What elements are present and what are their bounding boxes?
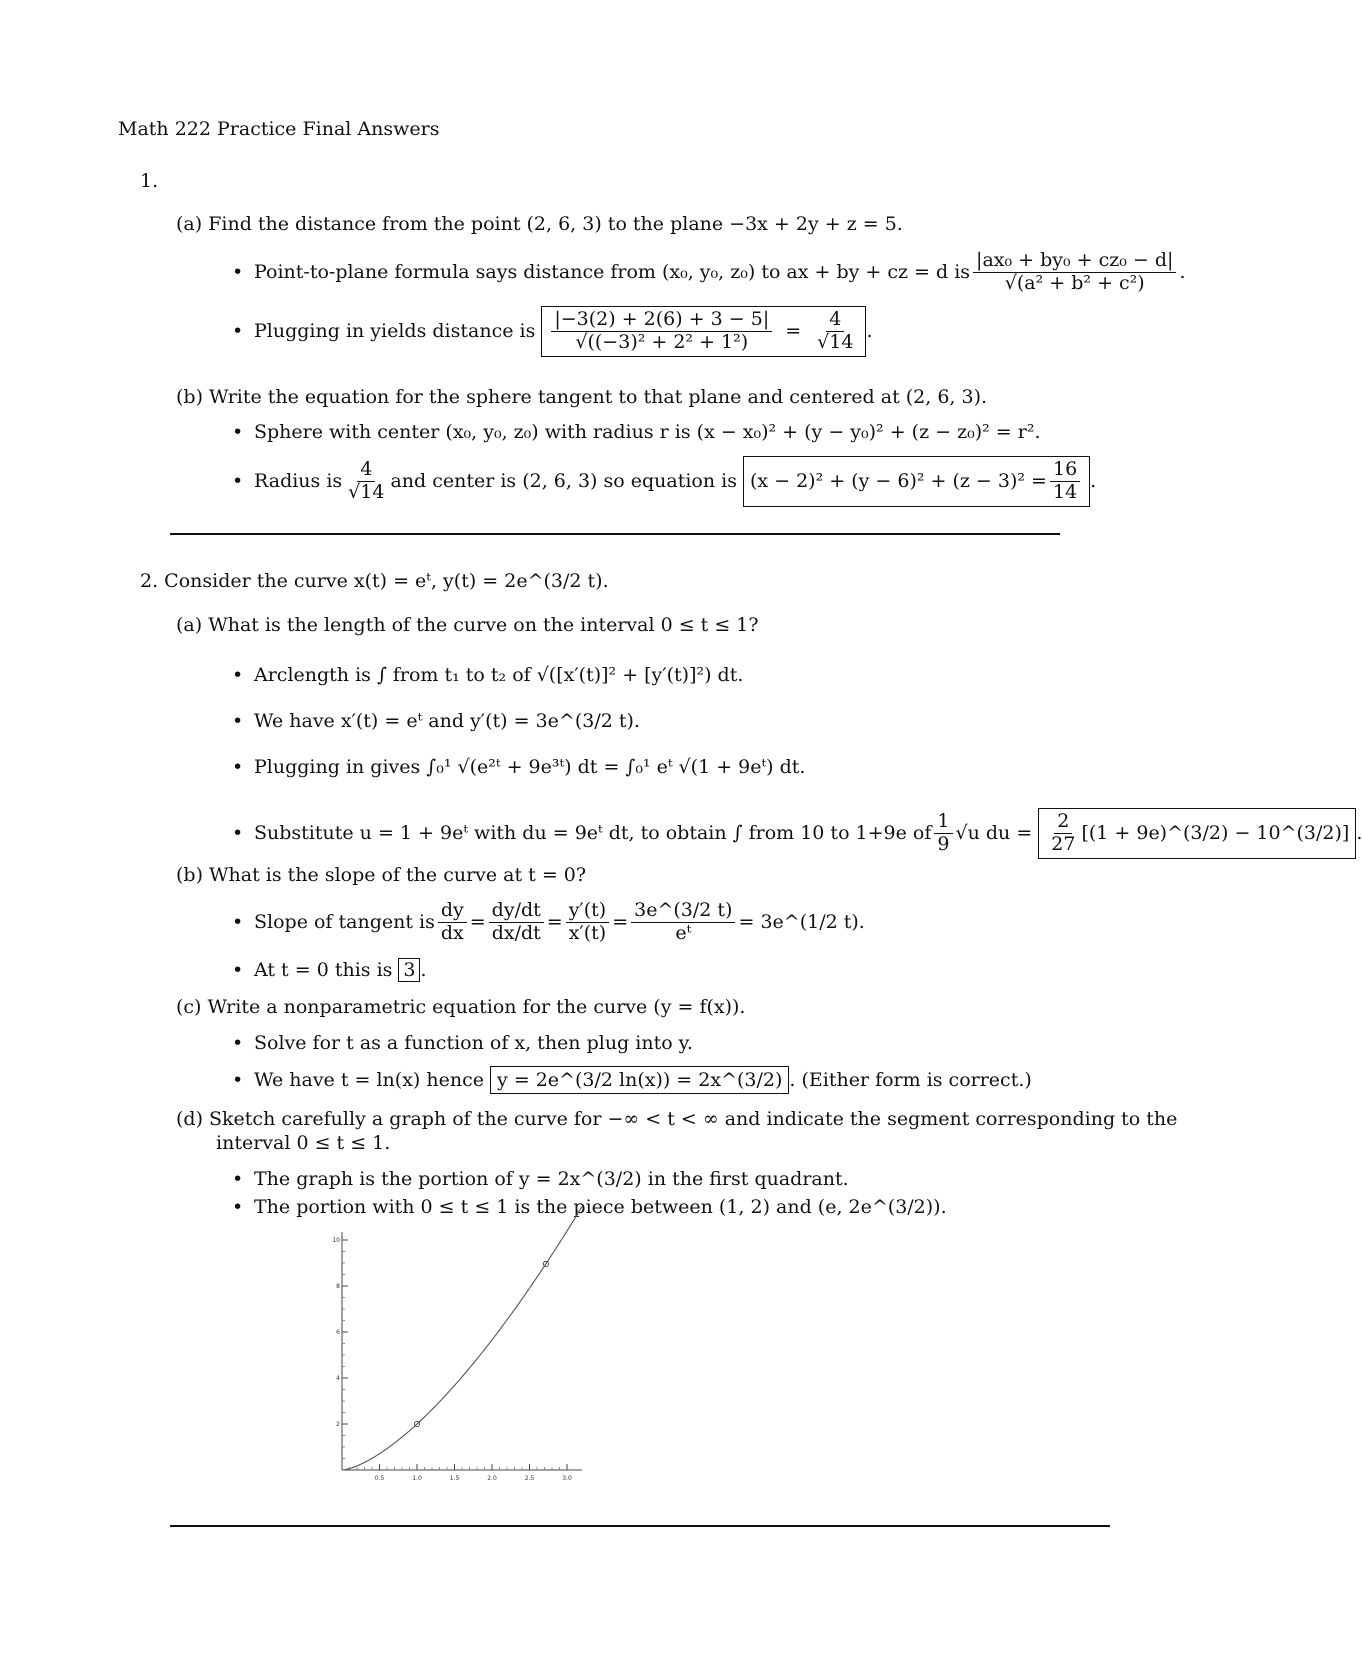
bullet-text-post: . (Either form is correct.) [789,1069,1032,1091]
problem-1a-bullet-1: • Point-to-plane formula says distance from (x₀, y₀, z₀) to ax + by + cz = d is $\frac{\text{|ax₀ + by₀ + cz₀ − d|}}{\text{√(a² + b² + c²)}}$ . [232,249,1186,294]
problem-2a-bullet-4: • Substitute u = 1 + 9eᵗ with du = 9eᵗ dt, to obtain ∫ from 10 to 1+9e of $\frac{1}{9}$ √u du = $\frac{2}{27}$ [(1 + 9e)^(3/2) − 10^(3/2)] . [232,808,1362,859]
fraction-numerator: 4 [826,309,844,332]
fraction-numerator: 16 [1050,459,1080,482]
problem-2d-bullet-2: • The portion with 0 ≤ t ≤ 1 is the piece between (1, 2) and (e, 2e^(3/2)). [232,1196,947,1218]
bullet-text: Substitute u = 1 + 9eᵗ with du = 9eᵗ dt, to obtain ∫ from 10 to 1+9e of [254,822,932,845]
curve-line [342,1207,582,1470]
bullet-text: Radius is [254,470,343,493]
answer-box: 3 [398,958,420,982]
answer-box [743,456,1090,507]
problem-1-number: 1. [140,170,159,192]
problem-2d-question-line-2: interval 0 ≤ t ≤ 1. [216,1132,391,1154]
bullet-text: The graph is the portion of y = 2x^(3/2) in the first quadrant. [254,1168,849,1190]
bullet-text: At t = 0 this is [254,959,393,981]
fraction-denominator: eᵗ [675,921,692,944]
problem-2-question: 2. Consider the curve x(t) = eᵗ, y(t) = 2e^(3/2 t). [140,570,609,592]
problem-2c-bullet-1: • Solve for t as a function of x, then plug into y. [232,1032,693,1054]
x-tick-label: 2.5 [524,1475,535,1482]
problem-1b-bullet-2: • Radius is $\frac{4}{√14}$ and center is (2, 6, 3) so equation is (x − 2)² + (y − 6)² + (z − 3)² = $\frac{16}{14}$ . [232,456,1096,507]
section-divider [170,533,1060,535]
bullet-text: Slope of tangent is [254,911,435,934]
section-divider-bottom [170,1525,1110,1527]
problem-2a-question: (a) What is the length of the curve on the interval 0 ≤ t ≤ 1? [176,614,759,636]
y-tick-label: 8 [336,1283,340,1290]
problem-2c-bullet-2: • We have t = ln(x) hence y = 2e^(3/2 ln(x)) = 2x^(3/2) . (Either form is correct.) [232,1066,1032,1094]
problem-2c-question: (c) Write a nonparametric equation for the curve (y = f(x)). [176,996,746,1018]
x-tick-label: 1.0 [412,1475,422,1482]
fraction-denominator: 27 [1051,832,1076,855]
y-tick-label: 6 [336,1329,340,1336]
bullet-text: Arclength is ∫ from t₁ to t₂ of √([x′(t)]² + [y′(t)]²) dt. [254,664,744,686]
fraction-numerator: dy [438,900,467,923]
x-tick-label: 1.5 [449,1475,460,1482]
problem-2a-bullet-3: • Plugging in gives ∫₀¹ √(e²ᵗ + 9e³ᵗ) dt = ∫₀¹ eᵗ √(1 + 9eᵗ) dt. [232,756,806,778]
bullet-text-middle: and center is (2, 6, 3) so equation is [390,470,737,493]
y-tick-label: 2 [336,1421,340,1428]
fraction-denominator: x′(t) [568,921,607,944]
bullet-text: Solve for t as a function of x, then plug into y. [254,1032,693,1054]
page-title: Math 222 Practice Final Answers [118,118,440,140]
fraction-denominator: √((−3)² + 2² + 1²) [575,330,749,353]
bullet-text: Point-to-plane formula says distance from (x₀, y₀, z₀) to ax + by + cz = d is [254,261,971,284]
answer-box [1038,808,1356,859]
problem-2b-question: (b) What is the slope of the curve at t = 0? [176,864,587,886]
equals-sign: = [785,320,802,343]
problem-1a-bullet-2: • Plugging in yields distance is $\frac{|-3(2) + 2(6) + 3 - 5|}{\text{√((−3)² + 2² + 1²)}}$ = $\frac{4}{√14}$ . [232,306,873,357]
fraction-numerator: 4 [357,459,375,482]
problem-1b-question: (b) Write the equation for the sphere tangent to that plane and centered at (2, 6, 3). [176,386,988,408]
sphere-equation: (x − 2)² + (y − 6)² + (z − 3)² = [749,470,1047,493]
bullet-text: Plugging in yields distance is [254,320,536,343]
bullet-text: Sphere with center (x₀, y₀, z₀) with radius r is (x − x₀)² + (y − y₀)² + (z − z₀)² = r². [254,421,1041,443]
bullet-text: Plugging in gives ∫₀¹ √(e²ᵗ + 9e³ᵗ) dt = ∫₀¹ eᵗ √(1 + 9eᵗ) dt. [254,756,806,778]
formula-fraction [973,250,1176,295]
bullet-text-post: = 3e^(1/2 t). [738,911,865,934]
fraction-numerator: 3e^(3/2 t) [631,900,735,923]
fraction-numerator: dy/dt [489,900,544,923]
answer-box [541,306,866,357]
x-tick-label: 2.0 [487,1475,497,1482]
x-tick-label: 0.5 [374,1475,385,1482]
fraction-numerator: 1 [934,811,952,834]
problem-2b-bullet-2: • At t = 0 this is 3 . [232,959,427,981]
fraction-denominator: √14 [348,480,385,503]
fraction-denominator: 9 [937,832,950,855]
bullet-text: We have t = ln(x) hence [254,1069,484,1091]
curve-graph [320,1225,600,1485]
x-tick-label: 3.0 [562,1475,572,1482]
fraction-denominator: dx [440,921,464,944]
problem-2b-bullet-1: • Slope of tangent is $\frac{dy}{dx}$ = $\frac{dy/dt}{dx/dt}$ = $\frac{y'(t)}{x'(t)}$ = $\frac{3e\^{}(3/2 t)}{\text{eᵗ}}$ = 3e^(1/2 t). [232,899,865,944]
bullet-text: We have x′(t) = eᵗ and y′(t) = 3e^(3/2 t). [254,710,640,732]
fraction-numerator: |−3(2) + 2(6) + 3 − 5| [551,309,772,332]
bullet-text: The portion with 0 ≤ t ≤ 1 is the piece between (1, 2) and (e, 2e^(3/2)). [254,1196,947,1218]
problem-2d-question-line-1: (d) Sketch carefully a graph of the curve for −∞ < t < ∞ and indicate the segment corresponding to the [176,1108,1178,1130]
y-tick-label: 4 [336,1375,340,1382]
problem-2a-bullet-1: • Arclength is ∫ from t₁ to t₂ of √([x′(t)]² + [y′(t)]²) dt. [232,664,744,686]
arclength-result: [(1 + 9e)^(3/2) − 10^(3/2)] [1081,822,1350,845]
problem-1b-bullet-1: • Sphere with center (x₀, y₀, z₀) with radius r is (x − x₀)² + (y − y₀)² + (z − z₀)² = r². [232,421,1041,443]
fraction-numerator: y′(t) [566,900,610,923]
bullet-text-post: √u du = [955,822,1033,845]
problem-1a-question: (a) Find the distance from the point (2, 6, 3) to the plane −3x + 2y + z = 5. [176,213,903,235]
fraction-denominator: dx/dt [491,921,541,944]
fraction-denominator: √14 [817,330,854,353]
problem-2a-bullet-2: • We have x′(t) = eᵗ and y′(t) = 3e^(3/2 t). [232,710,640,732]
fraction-denominator: √(a² + b² + c²) [1004,271,1145,294]
y-tick-label: 10 [332,1237,340,1244]
fraction-denominator: 14 [1052,480,1078,503]
fraction-numerator: |ax₀ + by₀ + cz₀ − d| [973,250,1176,273]
fraction-numerator: 2 [1054,811,1072,834]
answer-box: y = 2e^(3/2 ln(x)) = 2x^(3/2) [490,1066,789,1094]
problem-2d-bullet-1: • The graph is the portion of y = 2x^(3/2) in the first quadrant. [232,1168,849,1190]
